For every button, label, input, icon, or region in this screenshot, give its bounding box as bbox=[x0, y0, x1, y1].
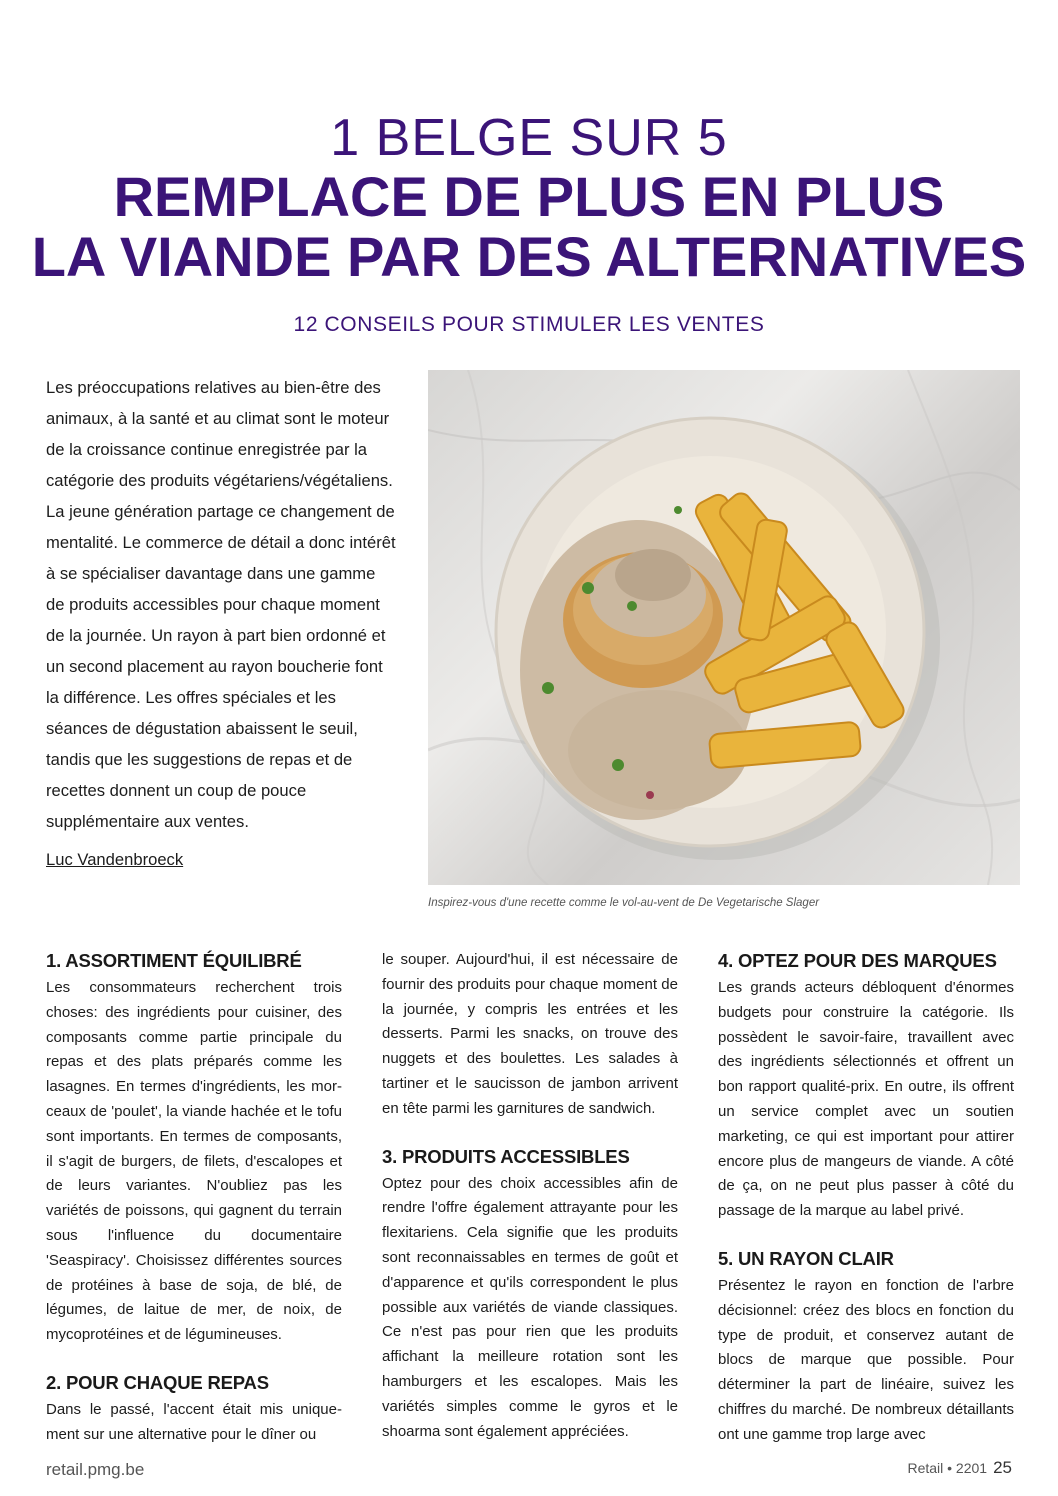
section-5-title: 5. UN RAYON CLAIR bbox=[718, 1247, 894, 1269]
section-4-body: Les grands acteurs débloquent d'énormes budgets pour construire la catégorie. Ils possèdent le savoir-faire, travaillent avec des ingrédients sélectionnés et offrent un bon rapport qualité-prix. En outre, ils offrent un service complet avec un soutien marketing, ce qui est important pour attirer encore plus de mangeurs de viande. A côté de ça, on ne peut plus passer à côté du passage de la marque au label privé. bbox=[718, 979, 1014, 1220]
headline-line-2: REMPLACE DE PLUS EN PLUS bbox=[113, 165, 945, 228]
headline-line-1: 1 BELGE SUR 5 bbox=[330, 109, 728, 167]
section-2-body: Dans le passé, l'accent était mis uniquement sur une alternative pour le dîner ou bbox=[46, 1400, 342, 1443]
section-3-body: Optez pour des choix accessibles afin de rendre l'offre également attrayante pour les flexitariens. Cela signifie que les produits sont reconnaissables en termes de goût et d'apparence et qu'ils correspondent le plus possible aux variétés de viande classiques. Ce n'est pas pour rien que les produits affichant la meilleure rotation sont les hamburgers et les escalopes. Mais les variétés simples comme le gyros et le shoarma sont également appréciées. bbox=[382, 1174, 678, 1440]
section-1-body: Les consommateurs recherchent trois choses: des ingrédients pour cuisiner, des composants comme partie principale du repas et des plats préparés comme les lasagnes. En termes d'ingrédients, les morceaux de 'poulet', la viande hachée et le tofu sont importants. En termes de composants, il s'agit de burgers, de filets, d'escalopes et de leurs variantes. N'oubliez pas les variétés de poissons, qui gagnent du terrain sous l'influence du documentaire 'Seaspiracy'. Choisissez différentes sources de protéines à base de soja, de blé, de légumes, de laitue de mer, de noix, de mycoprotéines et de légumineuses. bbox=[46, 979, 342, 1344]
footer-website: retail.pmg.be bbox=[46, 1460, 145, 1479]
column-3 bbox=[718, 948, 1014, 1448]
column-1 bbox=[46, 948, 342, 1448]
section-2-title: 2. POUR CHAQUE REPAS bbox=[46, 1371, 269, 1393]
headline-line-3: LA VIANDE PAR DES ALTERNATIVES bbox=[31, 225, 1027, 288]
column-2 bbox=[382, 948, 678, 1444]
subheadline: 12 CONSEILS POUR STIMULER LES VENTES bbox=[293, 313, 765, 336]
issue-label: Retail • 2201 bbox=[907, 1460, 988, 1476]
author-byline: Luc Vandenbroeck bbox=[46, 850, 184, 869]
intro-paragraph: Les préoccupations relatives au bien-être des animaux, à la santé et au climat sont le moteur de la croissance continue enregistrée par la catégorie des produits végétariens/végétaliens. La jeune génération partage ce changement de mentalité. Le commerce de détail a donc intérêt à se spécialiser davantage dans une gamme de produits accessibles pour chaque moment de la journée. Un rayon à part bien ordonné et un second placement au rayon boucherie font la différence. Les offres spéciales et les séances de dégustation abaissent le seuil, tandis que les suggestions de repas et de recettes donnent un coup de pouce supplémentaire aux ventes. bbox=[46, 378, 396, 831]
food-photo bbox=[428, 370, 1020, 885]
section-5-body: Présentez le rayon en fonction de l'arbre décisionnel: créez des blocs en fonction du type de produit, et conservez autant de blocs de marque que possible. Pour déterminer la part de linéaire, suivez les chiffres du marché. De nombreux détaillants ont une gamme trop large avec bbox=[718, 1276, 1014, 1443]
section-3-title: 3. PRODUITS ACCESSIBLES bbox=[382, 1145, 630, 1167]
page-number: 25 bbox=[993, 1458, 1012, 1477]
section-2-body-continued: le souper. Aujourd'hui, il est nécessaire de fournir des produits pour chaque moment de la journée, y compris les entrées et les desserts. Parmi les snacks, on trouve des nuggets et des boulettes. Les salades à tartiner et le saucisson de jambon arrivent en tête parmi les garnitures de sandwich. bbox=[382, 951, 678, 1117]
plate-illustration bbox=[428, 370, 1020, 885]
section-1-title: 1. ASSORTIMENT ÉQUILIBRÉ bbox=[46, 950, 302, 971]
section-4-title: 4. OPTEZ POUR DES MARQUES bbox=[718, 950, 997, 971]
footer-issue bbox=[907, 1458, 1012, 1478]
photo-caption: Inspirez-vous d'une recette comme le vol-au-vent de De Vegetarische Slager bbox=[428, 897, 820, 909]
